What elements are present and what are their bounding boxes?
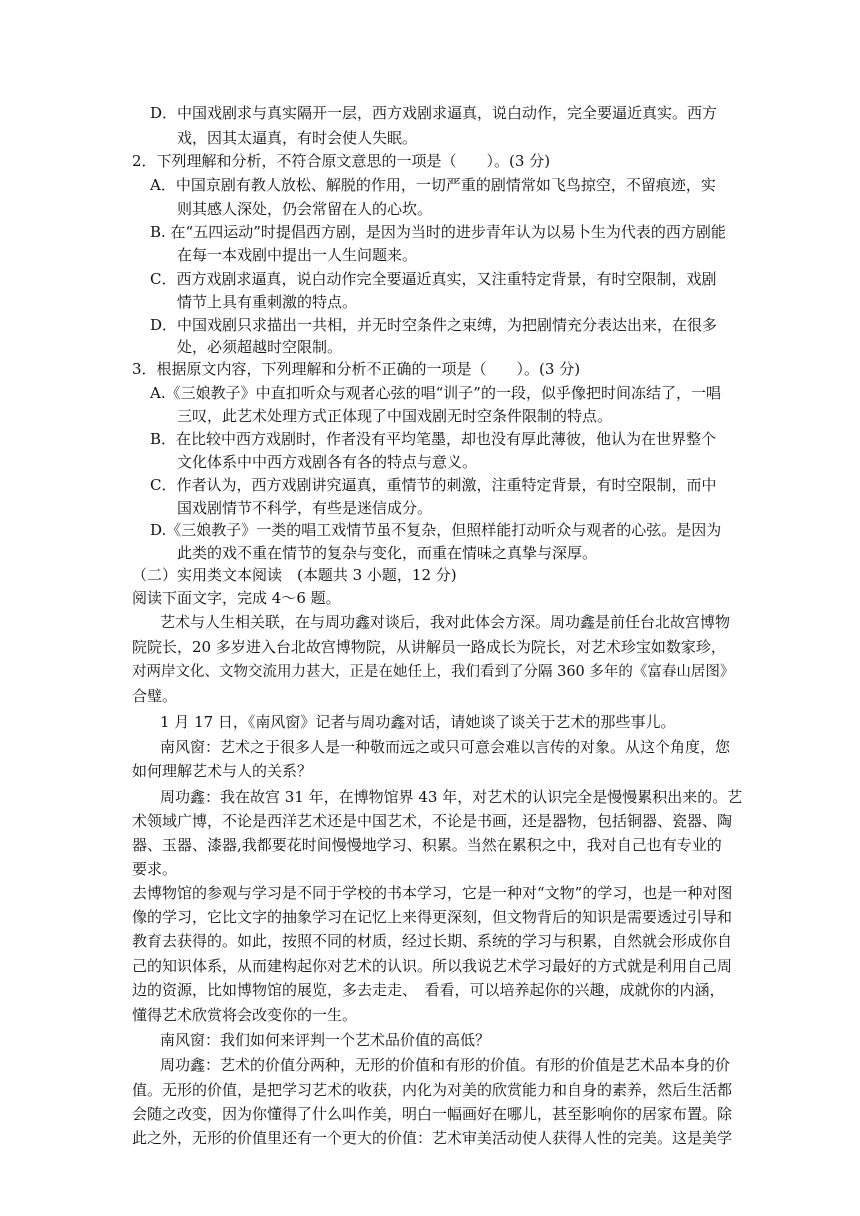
section-instruction: 阅读下面文字，完成 4～6 题。	[132, 589, 341, 607]
article-p5-line2: 像的学习，它比文字的抽象学习在记忆上来得更深刻，但文物背后的知识是需要透过引导和	[132, 908, 733, 926]
q3-option-d-line2: 此类的戏不重在情节的复杂与变化，而重在情味之真挚与深厚。	[177, 544, 598, 562]
article-p7-line4: 此之外，无形的价值里还有一个更大的价值：艺术审美活动使人获得人性的完美。这是美学	[132, 1129, 733, 1147]
article-p5-line1: 去博物馆的参观与学习是不同于学校的书本学习，它是一种对“文物”的学习，也是一种对图	[132, 884, 733, 902]
article-p5-line6: 懂得艺术欣赏将会改变你的一生。	[132, 1006, 358, 1024]
q2-option-a-line1: A．中国京剧有教人放松、解脱的作用，一切严重的剧情常如飞鸟掠空，不留痕迹，实	[150, 176, 716, 194]
article-p1-line2: 院院长，20 多岁进入台北故宫博物院，从讲解员一路成长为院长，对艺术珍宝如数家珍，	[132, 638, 726, 656]
article-p4-line3: 器、玉器、漆器,我都要花时间慢慢地学习、积累。当然在累积之中，我对自己也有专业的	[132, 836, 722, 854]
q1-option-d-line1: D．中国戏剧求与真实隔开一层，西方戏剧求逼真，说白动作，完全要逼近真实。西方	[150, 104, 718, 122]
q3-option-a-line1: A.《三娘教子》中直扣听众与观者心弦的唱“训子”的一段，似乎像把时间冻结了，一唱	[150, 384, 721, 402]
article-p3-line1: 南风窗：艺术之于很多人是一种敬而远之或只可意会难以言传的对象。从这个角度，您	[160, 738, 731, 756]
article-p2: 1 月 17 日，《南风窗》记者与周功鑫对话，请她谈了谈关于艺术的那些事儿。	[160, 713, 676, 731]
q2-option-b-line2: 在每一本戏剧中提出一人生问题来。	[177, 246, 418, 264]
q2-option-b-line1: B. 在“五四运动”时提倡西方剧，是因为当时的进步青年认为以易卜生为代表的西方剧能	[150, 223, 726, 241]
q3-option-b-line2: 文化体系中中西方戏剧各有各的特点与意义。	[177, 453, 478, 471]
article-p1-line4: 合璧。	[132, 687, 178, 705]
article-p5-line4: 己的知识体系，从而建构起你对艺术的认识。所以我说艺术学习最好的方式就是利用自己周	[132, 957, 733, 975]
q3-option-c-line2: 国戏剧情节不科学，有些是迷信成分。	[177, 499, 433, 517]
q2-option-a-line2: 则其感人深处，仍会常留在人的心坎。	[177, 200, 433, 218]
q3-stem: 3．根据原文内容，下列理解和分析不正确的一项是（ ）。(3 分)	[132, 360, 581, 378]
q2-option-d-line1: D．中国戏剧只求描出一共相，并无时空条件之束缚，为把剧情充分表达出来，在很多	[150, 316, 718, 334]
article-p7-line3: 会随之改变，因为你懂得了什么叫作美，明白一幅画好在哪儿，甚至影响你的居家布置。除	[132, 1105, 733, 1123]
q2-option-c-line2: 情节上具有重刺激的特点。	[177, 293, 358, 311]
article-p4-line4: 要求。	[132, 860, 178, 878]
article-p7-line2: 值。无形的价值，是把学习艺术的收获，内化为对美的欣赏能力和自身的素养，然后生活都	[132, 1081, 733, 1099]
q2-stem: 2．下列理解和分析，不符合原文意思的一项是（ ）。(3 分)	[132, 152, 551, 170]
q3-option-d-line1: D.《三娘教子》一类的唱工戏情节虽不复杂，但照样能打动听众与观者的心弦。是因为	[150, 521, 722, 539]
q2-option-c-line1: C．西方戏剧求逼真，说白动作完全要逼近真实，又注重特定背景，有时空限制，戏剧	[150, 270, 717, 288]
article-p3-line2: 如何理解艺术与人的关系？	[132, 762, 313, 780]
article-p4-line1: 周功鑫：我在故宫 31 年，在博物馆界 43 年，对艺术的认识完全是慢慢累积出来的。艺	[160, 788, 743, 806]
section-heading: （二）实用类文本阅读 (本题共 3 小题，12 分)	[132, 566, 457, 584]
article-p6: 南风窗：我们如何来评判一个艺术品价值的高低？	[160, 1031, 491, 1049]
q3-option-a-line2: 三叹，此艺术处理方式正体现了中国戏剧无时空条件限制的特点。	[177, 407, 613, 425]
q1-option-d-line2: 戏，因其太逼真，有时会使人失眠。	[177, 129, 418, 147]
q3-option-c-line1: C．作者认为，西方戏剧讲究逼真，重情节的刺激，注重特定背景，有时空限制，而中	[150, 476, 717, 494]
article-p1-line1: 艺术与人生相关联，在与周功鑫对谈后，我对此体会方深。周功鑫是前任台北故宫博物	[160, 613, 731, 631]
article-p1-line3: 对两岸文化、文物交流用力甚大，正是在她任上，我们看到了分隔 360 多年的《富春山居图》	[132, 664, 735, 680]
q3-option-b-line1: B．在比较中西方戏剧时，作者没有平均笔墨，却也没有厚此薄彼，他认为在世界整个	[150, 430, 717, 448]
article-p4-line2: 术领域广博，不论是西洋艺术还是中国艺术，不论是书画，还是器物，包括铜器、瓷器、陶	[132, 812, 733, 830]
q2-option-d-line2: 处，必须超越时空限制。	[177, 338, 343, 356]
article-p7-line1: 周功鑫：艺术的价值分两种，无形的价值和有形的价值。有形的价值是艺术品本身的价	[160, 1056, 731, 1074]
article-p5-line3: 教育去获得的。如此，按照不同的材质，经过长期、系统的学习与积累，自然就会形成你自	[132, 932, 733, 950]
article-p5-line5: 边的资源，比如博物馆的展览，多去走走、 看看，可以培养起你的兴趣，成就你的内涵，	[132, 981, 725, 999]
